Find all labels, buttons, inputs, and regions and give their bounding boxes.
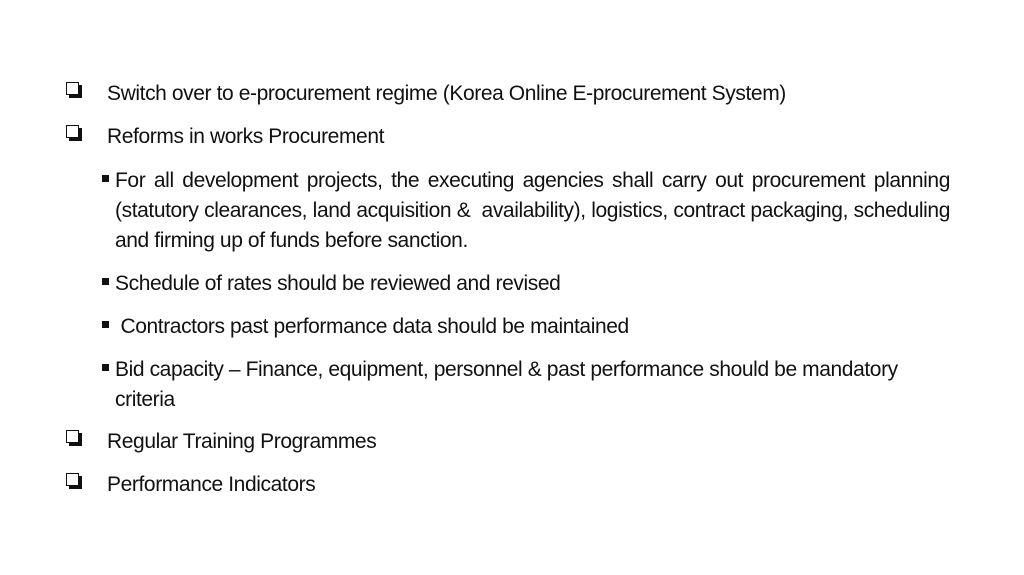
- filled-square-bullet-icon: [102, 175, 109, 182]
- sub-bullet-item: [102, 166, 950, 256]
- sub-bullet-text: For all development projects, the executing agencies shall carry out procurement planning (statutory clearances, land acquisition & availability), logistics, contract packaging, scheduling and firming up of funds before sanction.: [115, 169, 950, 252]
- bullet-item: [66, 123, 950, 151]
- filled-square-bullet-icon: [102, 278, 109, 285]
- checkbox-square-icon: [66, 473, 79, 486]
- bullet-text: Performance Indicators: [107, 473, 316, 496]
- bullet-list: [66, 80, 950, 514]
- sub-bullet-text: Schedule of rates should be reviewed and revised: [115, 272, 561, 295]
- bullet-text: Reforms in works Procurement: [107, 125, 385, 148]
- bullet-text: Regular Training Programmes: [107, 430, 377, 453]
- filled-square-bullet-icon: [102, 364, 109, 371]
- checkbox-square-icon: [66, 430, 79, 443]
- bullet-item: [66, 471, 950, 499]
- checkbox-square-icon: [66, 82, 79, 95]
- sub-bullet-item: [102, 355, 950, 415]
- bullet-item: [66, 428, 950, 456]
- bullet-text: Switch over to e-procurement regime (Korea Online E-procurement System): [107, 82, 786, 105]
- filled-square-bullet-icon: [102, 321, 109, 328]
- sub-bullet-item: [102, 269, 950, 299]
- sub-bullet-text: Contractors past performance data should be maintained: [115, 315, 629, 338]
- checkbox-square-icon: [66, 125, 79, 138]
- bullet-item: [66, 80, 950, 108]
- sub-bullet-text: Bid capacity – Finance, equipment, personnel & past performance should be mandatory criteria: [115, 358, 898, 411]
- sub-bullet-item: [102, 312, 950, 342]
